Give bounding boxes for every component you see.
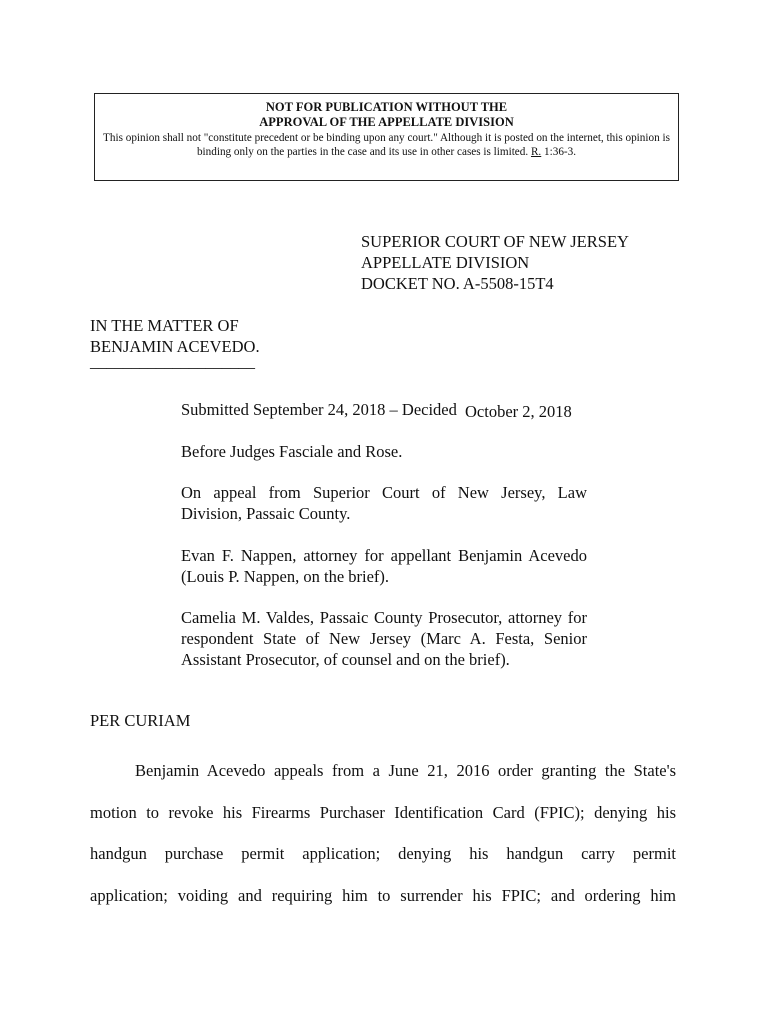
notice-rule-ref: R. bbox=[530, 146, 542, 158]
judges-line: Before Judges Fasciale and Rose. bbox=[181, 442, 403, 461]
submitted-date: Submitted September 24, 2018 – Decided bbox=[181, 400, 457, 419]
opinion-paragraph bbox=[90, 750, 676, 916]
case-title-underline: ____________________ bbox=[90, 352, 255, 371]
notice-heading-line2: APPROVAL OF THE APPELLATE DIVISION bbox=[259, 115, 514, 129]
docket-number: DOCKET NO. A-5508-15T4 bbox=[361, 274, 554, 293]
notice-body-text: This opinion shall not "constitute precedent or be binding upon any court." Although it is posted on the internet, this opinion is binding only on the parties in the case and its use in other cases is limited. bbox=[103, 132, 670, 158]
appellant-counsel: Evan F. Nappen, attorney for appellant Benjamin Acevedo (Louis P. Nappen, on the brief). bbox=[181, 546, 587, 586]
per-curiam-heading: PER CURIAM bbox=[90, 711, 191, 730]
respondent-counsel: Camelia M. Valdes, Passaic County Prosecutor, attorney for respondent State of New Jersey (Marc A. Festa, Senior Assistant Prosecutor, of counsel and on the brief). bbox=[181, 608, 587, 669]
division-name: APPELLATE DIVISION bbox=[361, 253, 530, 272]
notice-rule-num: 1:36-3. bbox=[544, 146, 577, 158]
court-name: SUPERIOR COURT OF NEW JERSEY bbox=[361, 232, 629, 251]
publication-notice-box bbox=[94, 93, 679, 181]
case-title-line2: BENJAMIN ACEVEDO. bbox=[90, 337, 260, 356]
notice-heading-line1: NOT FOR PUBLICATION WITHOUT THE bbox=[265, 100, 508, 114]
dates-line bbox=[181, 399, 621, 420]
opinion-line: handgun purchase permit application; denying his handgun carry permit bbox=[90, 844, 676, 863]
notice-body bbox=[95, 131, 678, 159]
case-title bbox=[90, 315, 260, 372]
court-caption bbox=[361, 231, 629, 294]
case-title-line1: IN THE MATTER OF bbox=[90, 316, 239, 335]
decided-date: October 2, 2018 bbox=[465, 402, 572, 421]
opinion-line: motion to revoke his Firearms Purchaser Identification Card (FPIC); denying his bbox=[90, 802, 676, 822]
opinion-line: Benjamin Acevedo appeals from a June 21, 2016 order granting the State's bbox=[135, 761, 676, 780]
opinion-line: application; voiding and requiring him to surrender his FPIC; and ordering him bbox=[90, 885, 676, 905]
appeal-from: On appeal from Superior Court of New Jersey, Law Division, Passaic County. bbox=[181, 483, 587, 523]
